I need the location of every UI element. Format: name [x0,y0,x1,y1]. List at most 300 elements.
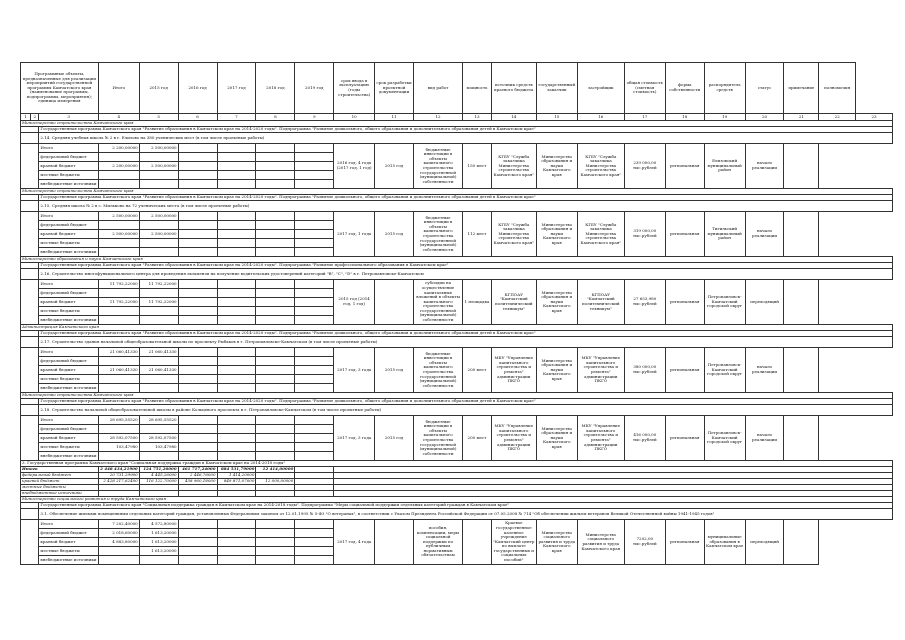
financing-label: местные бюджеты [39,547,98,556]
financing-label: краевой бюджет [39,366,98,375]
financing-2015 [139,357,178,366]
funding-source: МКУ "Управление капитального строительства и ремонта" администрации ПКГО [491,348,536,393]
financing-2016 [178,298,217,307]
spacer-cell [21,133,39,144]
object-title: 2.14. Средняя учебная школа № 2 в г. Елизово на 380 ученических мест (в том числе проектные работы) [39,133,893,144]
financing-total: 28 695,55520 [98,416,139,425]
financing-2018 [256,221,295,230]
status-text: начало реализации [745,348,784,393]
financing-2018 [256,298,295,307]
column-number: 3 [39,114,98,121]
financing-2017 [217,547,256,556]
design-year [375,520,414,565]
design-year [375,280,414,325]
section-title: Министерство социального развития и труда Камчатского края [21,497,893,503]
financing-2016 [178,162,217,171]
financing-2018 [256,366,295,375]
total-value: 12 000,00000 [256,479,295,485]
financing-2015 [139,248,178,257]
financing-2015: 28 695,55520 [139,416,178,425]
financing-2017 [217,384,256,393]
ownership: региональная [665,348,704,393]
work-type: бюджетные инвестиции в объекты капитального строительства государственной (муниципальной) собственности [414,348,463,393]
note [784,416,819,461]
financing-label: Итого [39,212,98,221]
total-label: федеральный бюджет [21,473,99,479]
financing-2016 [178,289,217,298]
ownership: региональная [665,280,704,325]
financing-label: Итого [39,416,98,425]
column-number: 19 [704,114,745,121]
financing-2015 [139,316,178,325]
financing-2017 [217,212,256,221]
spacer-cell [21,520,39,565]
financing-total: 11 792,22000 [98,280,139,289]
object-title: 3.1. Обеспечение жилыми помещениями отдельных категорий граждан, установленных Федеральным законом от 12.01.1995 № 5-ФЗ "О ветеранах", в соответствии с Указом Президента Российской Федерации от 07.05.2008 № 714 "Об обеспечении жильем ветеранов Великой Отечественной войны 1941-1945 годов" [39,509,893,520]
total-value: 2 446,76000 [178,473,217,479]
financing-2017 [217,416,256,425]
financing-2017 [217,375,256,384]
fund-manager: Тигильский муниципальный район [704,212,745,257]
financing-2019 [295,384,334,393]
note [784,348,819,393]
ownership: региональная [665,144,704,189]
header-cell: Итого [98,63,139,114]
design-year: 2015 год [375,348,414,393]
total-value: 1 414,20000 [217,473,256,479]
investment-table [20,62,893,565]
financing-2017 [217,434,256,443]
financing-2018 [256,171,295,180]
financing-2016 [178,212,217,221]
financing-2017 [217,556,256,565]
column-number: 2 [31,114,39,121]
status-text: переходящий [745,520,784,565]
financing-total: 2 200,00000 [98,144,139,153]
fund-manager: Петропавловск-Камчатский городской округ [704,280,745,325]
financing-2019 [295,153,334,162]
financing-2018 [256,162,295,171]
financing-label: Итого [39,280,98,289]
financing-2016 [178,434,217,443]
financing-2018 [256,180,295,189]
financing-label: федеральный бюджет [39,529,98,538]
financing-2019 [295,348,334,357]
state-customer: Министерство образования и науки Камчатского края [536,348,577,393]
column-number: 20 [745,114,784,121]
financing-total: 103,47980 [98,443,139,452]
financing-2018 [256,280,295,289]
column-number: 9 [295,114,334,121]
financing-total: 2 018,60000 [98,529,139,538]
header-cell: 2019 год [295,63,334,114]
financing-label: федеральный бюджет [39,425,98,434]
financing-2017 [217,180,256,189]
financing-label: внебюджетные источники [39,316,98,325]
header-cell: 2015 год [139,63,178,114]
financing-2017 [217,221,256,230]
financing-total [98,248,139,257]
object-title: 2.16. Строительство многофункционального центра для проведения экзаменов на получение водительских удостоверений категорий "B", "C", "D" в г. Петропавловске-Камчатском [39,269,893,280]
header-cell: государственный заказчик [536,63,577,114]
financing-2019 [295,425,334,434]
financing-2018 [256,248,295,257]
note [784,144,819,189]
financing-2015 [139,452,178,461]
financing-2017 [217,248,256,257]
section-title: Министерство строительства Камчатского края [21,121,893,127]
financing-2018 [256,230,295,239]
total-cost: 416 000,00 тыс.рублей [624,416,665,461]
financing-2015: 11 792,22000 [139,280,178,289]
developer: КГБУ "Служба заказчика Министерства строительства Камчатского края" [577,212,624,257]
financing-2016 [178,348,217,357]
financing-total: 2 200,00000 [98,162,139,171]
header-cell: статус [745,63,784,114]
financing-2019 [295,547,334,556]
work-type: бюджетные инвестиции в объекты капитального строительства государственной (муниципальной) собственности [414,416,463,461]
financing-2016 [178,384,217,393]
object-row [21,509,893,520]
header-row [21,63,893,114]
total-cost: 27 653,980 тыс.рублей [624,280,665,325]
financing-2017 [217,357,256,366]
column-number: 8 [256,114,295,121]
section-title: Администрация Камчатского края [21,325,893,331]
header-cell: примечание [784,63,819,114]
financing-total: 2 500,00000 [98,230,139,239]
fund-manager: Петропавловск-Камчатский городской округ [704,416,745,461]
developer: КГПОАУ "Камчатский политехнический техникум" [577,280,624,325]
financing-label: внебюджетные источники [39,384,98,393]
financing-label: местные бюджеты [39,443,98,452]
financing-2016 [178,316,217,325]
financing-total: 21 060,41330 [98,348,139,357]
financing-label: внебюджетные источники [39,180,98,189]
funding-source: МКУ "Управление капитального строительства и ремонта" администрации ПКГО [491,416,536,461]
program-title: Государственная программа Камчатского края "Развитие образования в Камчатском крае на 2014-2020 годы". Подпрограмма "Развитие дошкольного, общего образования и дополнительного образования детей в Камчатском крае" [39,127,893,133]
financing-2015 [139,239,178,248]
column-number: 18 [665,114,704,121]
ownership: региональная [665,520,704,565]
financing-2015 [139,375,178,384]
total-value: 4 445,26000 [139,473,178,479]
financing-2019 [295,144,334,153]
financing-label: краевой бюджет [39,538,98,547]
financing-row [21,416,893,425]
financing-2019 [295,416,334,425]
financing-2017 [217,171,256,180]
financing-2016 [178,425,217,434]
financing-label: Итого [39,520,98,529]
state-customer: Министерство образования и науки Камчатского края [536,212,577,257]
financing-2019 [295,452,334,461]
funding-source: КГБУ "Служба заказчика Министерства строительства Камчатского края" [491,144,536,189]
financing-row [21,212,893,221]
column-number: 4 [98,114,139,121]
financing-label: краевой бюджет [39,230,98,239]
financing-2016 [178,556,217,565]
column-number: 12 [414,114,463,121]
financing-2015: 2 500,00000 [139,144,178,153]
financing-label: внебюджетные источники [39,452,98,461]
financing-2017 [217,316,256,325]
financing-2019 [295,443,334,452]
financing-2016 [178,171,217,180]
financing-label: краевой бюджет [39,298,98,307]
construction-period: 2017 год, 3 года [334,416,375,461]
header-cell: полномочия [819,63,856,114]
spacer-cell [21,212,39,257]
financing-total [98,357,139,366]
financing-2015: 1 613,20000 [139,529,178,538]
financing-total [98,452,139,461]
total-value: 458 960,18000 [178,479,217,485]
financing-total [98,221,139,230]
section-title: Министерство строительства Камчатского края [21,393,893,399]
column-number: 16 [577,114,624,121]
program-title: Государственная программа Камчатского края "Социальная поддержка граждан в Камчатском крае на 2014-2018 годы". Подпрограмма "Меры социальной поддержки отдельных категорий граждан в Камчатском крае" [39,503,893,509]
capacity: 112 мест [463,212,492,257]
financing-label: федеральный бюджет [39,357,98,366]
developer: Министерство социального развития и труда Камчатского края [577,520,624,565]
financing-2016 [178,153,217,162]
fund-manager: муниципальные образования в Камчатском крае [704,520,745,565]
financing-2016 [178,538,217,547]
financing-total [98,425,139,434]
financing-2017 [217,307,256,316]
section-title: Министерство строительства Камчатского края [21,189,893,195]
financing-2019 [295,221,334,230]
column-number: 21 [784,114,819,121]
financing-2015: 2 500,00000 [139,230,178,239]
financing-2019 [295,239,334,248]
financing-2017 [217,529,256,538]
financing-2019 [295,520,334,529]
financing-2018 [256,538,295,547]
financing-row [21,144,893,153]
work-type: бюджетные инвестиции в объекты капитального строительства государственной (муниципальной) собственности [414,212,463,257]
financing-total: 2 500,00000 [98,212,139,221]
state-customer: Министерство социального развития и труда Камчатского края [536,520,577,565]
financing-2018 [256,153,295,162]
financing-2015 [139,307,178,316]
financing-2019 [295,316,334,325]
financing-2017 [217,144,256,153]
column-number: 17 [624,114,665,121]
column-number: 14 [491,114,536,121]
financing-2019 [295,375,334,384]
construction-period: 2017 год, 3 года [334,348,375,393]
total-value: 12 414,00000 [256,467,295,473]
design-year: 2015 год [375,416,414,461]
object-row [21,133,893,144]
financing-2019 [295,248,334,257]
financing-2017 [217,443,256,452]
work-type: пособия, компенсации, меры социальной поддержки по публичным нормативным обязательствам [414,520,463,565]
financing-2018 [256,348,295,357]
financing-total: 11 792,22000 [98,298,139,307]
financing-2018 [256,547,295,556]
financing-2018 [256,357,295,366]
financing-2019 [295,298,334,307]
financing-2017 [217,162,256,171]
total-value: 884 531,79000 [217,467,256,473]
financing-2019 [295,538,334,547]
fund-manager: Елизовский муниципальный район [704,144,745,189]
column-number: 5 [139,114,178,121]
total-value: 461 717,24000 [178,467,217,473]
financing-2018 [256,452,295,461]
total-cost: 319 000,00 тыс.рублей [624,212,665,257]
financing-2017 [217,348,256,357]
financing-total: 7 202,40000 [98,520,139,529]
financing-2015: 1 613,20000 [139,547,178,556]
financing-2018 [256,520,295,529]
note [784,212,819,257]
object-row [21,405,893,416]
financing-total [98,153,139,162]
financing-total: 28 592,07500 [98,434,139,443]
financing-2018 [256,375,295,384]
financing-2016 [178,180,217,189]
financing-2018 [256,289,295,298]
financing-2016 [178,280,217,289]
financing-2018 [256,316,295,325]
financing-2019 [295,180,334,189]
total-cost: 7202,00 тыс.рублей [624,520,665,565]
financing-2018 [256,443,295,452]
financing-2017 [217,230,256,239]
state-customer: Министерство образования и науки Камчатского края [536,280,577,325]
financing-label: внебюджетные источники [39,556,98,565]
financing-total [98,384,139,393]
financing-2015 [139,289,178,298]
column-number: 15 [536,114,577,121]
financing-total [98,556,139,565]
capacity: 200 мест [463,416,492,461]
work-type: субсидии на осуществление капитальных вложений в объекты капитального строительства государственной (муниципальной) собственности [414,280,463,325]
design-year: 2015 год [375,212,414,257]
design-year: 2015 год [375,144,414,189]
spacer-cell [21,405,39,416]
object-row [21,201,893,212]
financing-2015 [139,221,178,230]
financing-2019 [295,307,334,316]
status-text: переходящий [745,280,784,325]
financing-2019 [295,289,334,298]
total-value: 2 428 217,62400 [98,479,139,485]
column-number: 6 [178,114,217,121]
total-label: внебюджетные источники [21,491,99,497]
financing-2018 [256,416,295,425]
spacer-cell [21,280,39,325]
program-title: Государственная программа Камчатского края "Развитие образования в Камчатском крае на 2014-2020 годы". Подпрограмма "Развитие профессионального образования в Камчатском крае" [39,263,893,269]
financing-2017 [217,538,256,547]
program-total-title: 3. Государственная программа Камчатского края "Социальная поддержка граждан в Камчатском крае на 2014-2018 годы" [21,461,893,467]
financing-label: федеральный бюджет [39,289,98,298]
ownership: региональная [665,416,704,461]
header-cell: 2017 год [217,63,256,114]
construction-period: 2016 год, 4 года (2017 год, 1 год) [334,144,375,189]
financing-2015: 2 500,00000 [139,162,178,171]
financing-2016 [178,357,217,366]
financing-2018 [256,434,295,443]
financing-2015: 4 572,80000 [139,520,178,529]
financing-2018 [256,425,295,434]
funding-source: КГПОАУ "Камчатский политехнический техникум" [491,280,536,325]
total-value: 849 871,07000 [217,479,256,485]
capacity: 200 мест [463,348,492,393]
financing-total [98,316,139,325]
program-title: Государственная программа Камчатского края "Развитие образования в Камчатском крае на 2014-2020 годы". Подпрограмма "Развитие дошкольного, общего образования и дополнительного образования детей в Камчатском крае" [39,399,893,405]
financing-label: местные бюджеты [39,171,98,180]
financing-2015: 28 592,07500 [139,434,178,443]
financing-total [98,171,139,180]
total-label: местные бюджеты [21,485,99,491]
note [784,520,819,565]
financing-2015: 1 613,20000 [139,538,178,547]
financing-2015 [139,171,178,180]
financing-2018 [256,529,295,538]
financing-label: краевой бюджет [39,434,98,443]
financing-total [98,547,139,556]
financing-2015: 103,47980 [139,443,178,452]
object-row [21,269,893,280]
financing-2019 [295,357,334,366]
financing-label: внебюджетные источники [39,248,98,257]
column-number: 23 [856,114,893,121]
header-cell: 2018 год [256,63,295,114]
funding-source: Краевое государственное казенное учреждение "Камчатский центр по выплате государственных и социальных пособий" [491,520,536,565]
financing-row [21,520,893,529]
financing-2016 [178,144,217,153]
total-value: 116 122,70000 [139,479,178,485]
financing-2018 [256,384,295,393]
object-row [21,337,893,348]
financing-row [21,348,893,357]
financing-2016 [178,452,217,461]
financing-2019 [295,171,334,180]
header-cell: мощность [463,63,492,114]
total-value: 20 731,29900 [98,473,139,479]
financing-2015: 2 500,00000 [139,212,178,221]
column-number: 7 [217,114,256,121]
note [784,280,819,325]
total-label: Итого [21,467,99,473]
financing-2016 [178,221,217,230]
financing-2015 [139,384,178,393]
funding-source: КГБУ "Служба заказчика Министерства строительства Камчатского края" [491,212,536,257]
status-text: начало реализации [745,144,784,189]
financing-2015 [139,180,178,189]
financing-2015 [139,556,178,565]
financing-label: Итого [39,348,98,357]
financing-2016 [178,547,217,556]
financing-total: 21 060,41330 [98,366,139,375]
header-cell: 2016 год [178,63,217,114]
object-title: 2.15. Средняя школа № 2 в с. Мильково на 72 ученических места (в том числе проектные работы) [39,201,893,212]
capacity: 1 площадка [463,280,492,325]
column-number-row [21,114,893,121]
financing-2019 [295,556,334,565]
total-label: краевой бюджет [21,479,99,485]
financing-total: 4 883,80000 [98,538,139,547]
spacer-cell [21,269,39,280]
financing-2018 [256,556,295,565]
spacer-cell [21,144,39,189]
financing-label: местные бюджеты [39,307,98,316]
